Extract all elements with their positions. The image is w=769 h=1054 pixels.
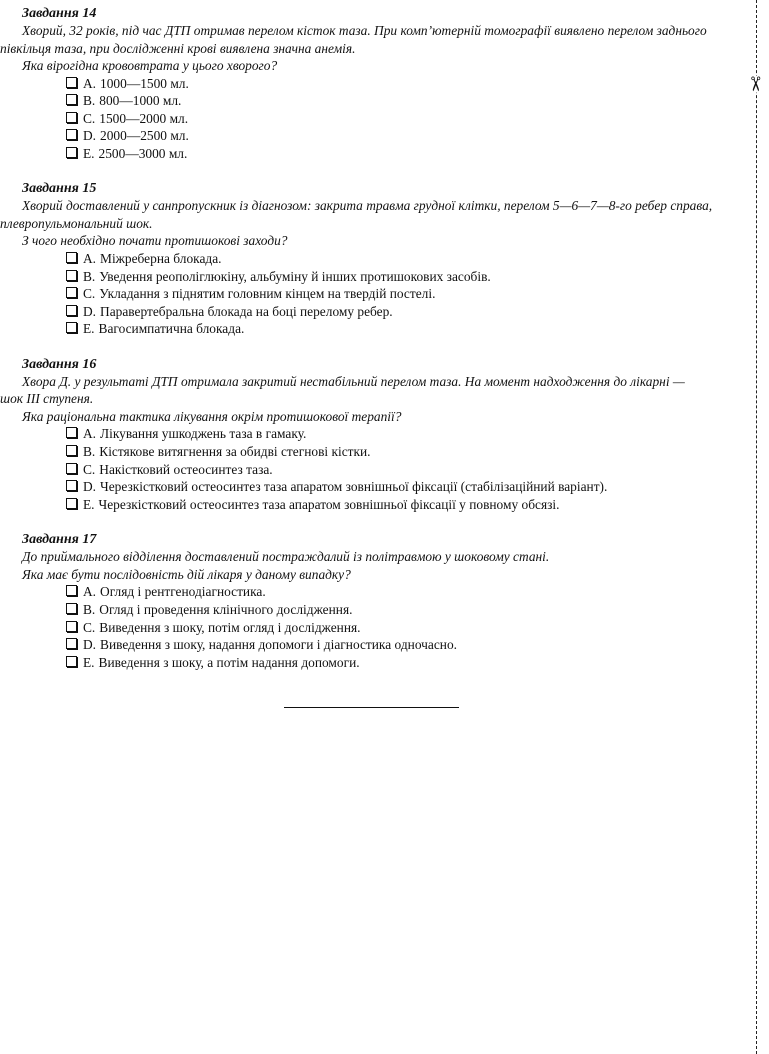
option-letter: D.	[83, 479, 97, 495]
option-text: 2000—2500 мл.	[100, 128, 189, 144]
option-text: Огляд і проведення клінічного дослідження.	[99, 602, 353, 617]
checkbox-icon[interactable]	[66, 498, 77, 509]
checkbox-icon[interactable]	[66, 77, 77, 88]
option-text: Уведення реополіглюкіну, альбуміну й інших протишокових засобів.	[99, 268, 491, 284]
option-text: Паравертебральна блокада на боці перелому ребер.	[100, 303, 393, 319]
task-question: Яка має бути послідовність дій лікаря у даному випадку?	[22, 566, 351, 582]
answer-option[interactable]	[66, 75, 748, 93]
option-letter: B.	[83, 602, 96, 617]
task-question: З чого необхідно почати протишокові заходи?	[22, 233, 288, 249]
option-letter: B.	[83, 93, 96, 109]
checkbox-icon[interactable]	[66, 585, 77, 596]
answer-option[interactable]	[66, 92, 748, 110]
option-letter: A.	[83, 75, 97, 91]
option-letter: A.	[83, 250, 97, 266]
answer-option[interactable]	[66, 127, 748, 145]
checkbox-icon[interactable]	[66, 480, 77, 491]
option-text: Кістякове витягнення за обидві стегнові кістки.	[99, 444, 371, 460]
task-title: Завдання 14	[22, 6, 97, 21]
option-letter: B.	[83, 268, 96, 284]
checkbox-icon[interactable]	[66, 463, 77, 474]
answer-option[interactable]	[66, 443, 748, 461]
answer-option[interactable]	[66, 425, 748, 443]
option-text: 800—1000 мл.	[99, 93, 182, 109]
option-letter: C.	[83, 110, 96, 126]
checkbox-icon[interactable]	[66, 270, 77, 281]
checkbox-icon[interactable]	[66, 252, 77, 263]
task-case-line: Хворий, 32 років, під час ДТП отримав перелом кісток таза. При комп’ютерній томографії виявлено перелом заднього	[22, 23, 707, 38]
option-text: Укладання з піднятим головним кінцем на твердій постелі.	[99, 286, 436, 302]
checkbox-icon[interactable]	[66, 322, 77, 333]
answer-option[interactable]	[66, 478, 748, 496]
option-letter: D.	[83, 128, 97, 144]
option-letter: A.	[83, 426, 97, 442]
task-case-line: півкільця таза, при дослідженні крові виявлена значна анемія.	[0, 40, 356, 56]
answer-option[interactable]	[66, 654, 748, 672]
cut-line	[756, 0, 757, 1054]
answer-option[interactable]	[66, 601, 748, 619]
checkbox-icon[interactable]	[66, 427, 77, 438]
option-text: 1000—1500 мл.	[100, 75, 189, 91]
option-text: Накістковий остеосинтез таза.	[99, 461, 273, 477]
task-16	[0, 356, 748, 513]
answer-option[interactable]	[66, 145, 748, 163]
task-15	[0, 180, 748, 337]
answer-option[interactable]	[66, 268, 748, 286]
option-text: 1500—2000 мл.	[99, 110, 189, 126]
checkbox-icon[interactable]	[66, 638, 77, 649]
option-text: Міжреберна блокада.	[100, 250, 222, 266]
checkbox-icon[interactable]	[66, 129, 77, 140]
option-letter: E.	[83, 145, 95, 161]
answer-option[interactable]	[66, 320, 748, 338]
option-text: Виведення з шоку, а потім надання допомоги.	[98, 654, 360, 670]
answer-option[interactable]	[66, 636, 748, 654]
task-case-line: плевропульмональний шок.	[0, 215, 153, 231]
answer-options	[0, 425, 748, 513]
task-question: Яка вірогідна крововтрата у цього хворого?	[22, 58, 278, 73]
answer-option[interactable]	[66, 303, 748, 321]
checkbox-icon[interactable]	[66, 603, 77, 614]
checkbox-icon[interactable]	[66, 445, 77, 456]
option-letter: E.	[83, 654, 95, 670]
checkbox-icon[interactable]	[66, 656, 77, 667]
option-letter: D.	[83, 637, 97, 653]
answer-option[interactable]	[66, 285, 748, 303]
scissors-icon: ✂	[743, 75, 768, 93]
option-letter: A.	[83, 584, 97, 600]
end-rule	[284, 707, 459, 708]
checkbox-icon[interactable]	[66, 305, 77, 316]
task-case-line: шок III ступеня.	[0, 391, 94, 407]
checkbox-icon[interactable]	[66, 621, 77, 632]
option-text: Черезкістковий остеосинтез таза апаратом зовнішньої фіксації (стабілізаційний варіант).	[100, 479, 608, 495]
answer-option[interactable]	[66, 461, 748, 479]
option-text: Виведення з шоку, надання допомоги і діагностика одночасно.	[100, 637, 457, 653]
task-title: Завдання 17	[22, 532, 97, 548]
option-letter: E.	[83, 321, 95, 337]
option-letter: B.	[83, 444, 96, 460]
option-letter: D.	[83, 303, 97, 319]
task-14	[0, 5, 748, 162]
checkbox-icon[interactable]	[66, 112, 77, 123]
checkbox-icon[interactable]	[66, 287, 77, 298]
task-title: Завдання 16	[22, 356, 97, 372]
option-letter: E.	[83, 496, 95, 512]
option-text: Вагосимпатична блокада.	[98, 321, 245, 337]
task-case-line: Хвора Д. у результаті ДТП отримала закритий нестабільний перелом таза. На момент надходження до лікарні —	[22, 373, 685, 389]
answer-option[interactable]	[66, 250, 748, 268]
task-title: Завдання 15	[22, 181, 97, 197]
task-17	[0, 531, 748, 671]
task-case-line: До приймального відділення доставлений постраждалий із політравмою у шоковому стані.	[22, 549, 550, 565]
answer-option[interactable]	[66, 619, 748, 637]
option-letter: C.	[83, 461, 96, 477]
option-text: Виведення з шоку, потім огляд і дослідження.	[99, 619, 361, 635]
answer-options	[0, 250, 748, 338]
answer-options	[0, 583, 748, 671]
option-text: 2500—3000 мл.	[98, 145, 188, 161]
answer-options	[0, 75, 748, 163]
task-case-line: Хворий доставлений у санпропускник із діагнозом: закрита травма грудної клітки, перелом 5—6—7—8-го ребер справа,	[22, 198, 713, 214]
answer-option[interactable]	[66, 496, 748, 514]
answer-option[interactable]	[66, 110, 748, 128]
task-list	[0, 5, 748, 689]
checkbox-icon[interactable]	[66, 147, 77, 158]
option-text: Лікування ушкоджень таза в гамаку.	[100, 426, 307, 442]
checkbox-icon[interactable]	[66, 94, 77, 105]
option-letter: C.	[83, 619, 96, 635]
option-text: Огляд і рентгенодіагностика.	[100, 584, 266, 600]
option-text: Черезкістковий остеосинтез таза апаратом зовнішньої фіксації у повному обсязі.	[98, 496, 560, 512]
task-question: Яка раціональна тактика лікування окрім протишокової терапії?	[22, 408, 402, 424]
answer-option[interactable]	[66, 583, 748, 601]
option-letter: C.	[83, 286, 96, 302]
